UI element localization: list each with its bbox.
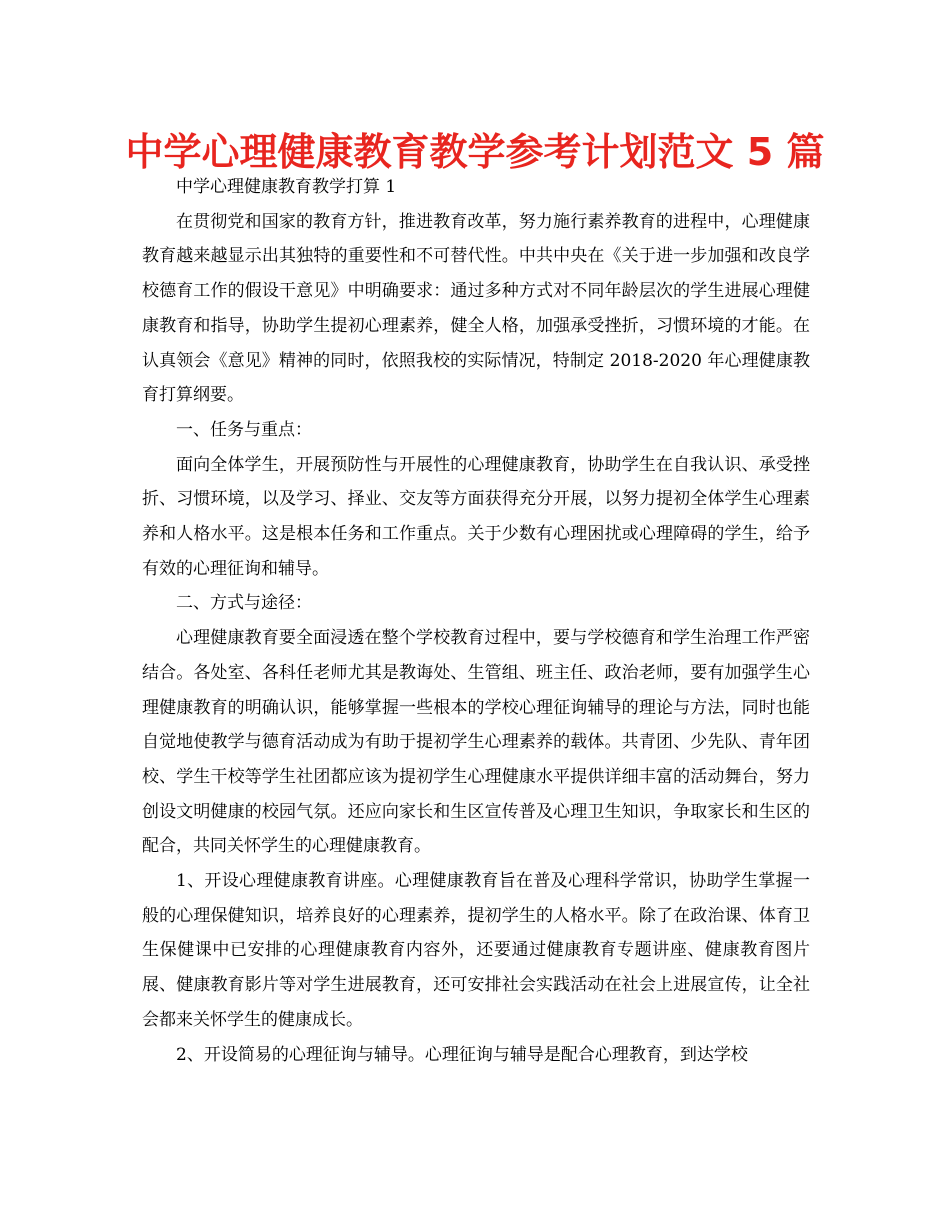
paragraph-methods: 心理健康教育要全面浸透在整个学校教育过程中，要与学校德育和学生治理工作严密结合。各处室、各科任老师尤其是教诲处、生管组、班主任、政治老师，要有加强学生心理健康教育的明确认识，能够掌握一些根本的学校心理征询辅导的理论与方法，同时也能自觉地使教学与德育活动成为有助于提初学生心理素养的载体。共青团、少先队、青年团校、学生干校等学生社团都应该为提初学生心理健康水平提供详细丰富的活动舞台，努力创设文明健康的校园气氛。还应向家长和生区宣传普及心理卫生知识，争取家长和生区的配合，共同关怀学生的心理健康教育。	[142, 628, 810, 857]
paragraph-tasks: 面向全体学生，开展预防性与开展性的心理健康教育，协助学生在自我认识、承受挫折、习惯环境，以及学习、择业、交友等方面获得充分开展，以努力提初全体学生心理素养和人格水平。这是根本任务和工作重点。关于少数有心理困扰或心理障碍的学生，给予有效的心理征询和辅导。	[142, 454, 810, 579]
heading-methods: 二、方式与途径：	[176, 593, 312, 614]
section-subtitle: 中学心理健康教育教学打算 1	[176, 177, 397, 197]
paragraph-intro: 在贯彻党和国家的教育方针，推进教育改革，努力施行素养教育的进程中，心理健康教育越来越显示出其独特的重要性和不可替代性。中共中央在《关于进一步加强和改良学校德育工作的假设干意见》中明确要求：通过多种方式对不同年龄层次的学生进展心理健康教育和指导，协助学生提初心理素养，健全人格，加强承受挫折，习惯环境的才能。在认真领会《意见》精神的同时，依照我校的实际情况，特制定 2018-2020 年心理健康教育打算纲要。	[142, 211, 810, 406]
heading-tasks: 一、任务与重点：	[176, 419, 312, 440]
document-title: 中学心理健康教育教学参考计划范文 5 篇	[125, 130, 825, 174]
paragraph-lectures: 1、开设心理健康教育讲座。心理健康教育旨在普及心理科学常识，协助学生掌握一般的心理保健知识，培养良好的心理素养，提初学生的人格水平。除了在政治课、体育卫生保健课中已安排的心理健康教育内容外，还要通过健康教育专题讲座、健康教育图片展、健康教育影片等对学生进展教育，还可安排社会实践活动在社会上进展宣传，让全社会都来关怀学生的健康成长。	[142, 871, 810, 1030]
paragraph-counseling: 2、开设简易的心理征询与辅导。心理征询与辅导是配合心理教育，到达学校	[176, 1044, 748, 1065]
document-body	[142, 170, 810, 1072]
